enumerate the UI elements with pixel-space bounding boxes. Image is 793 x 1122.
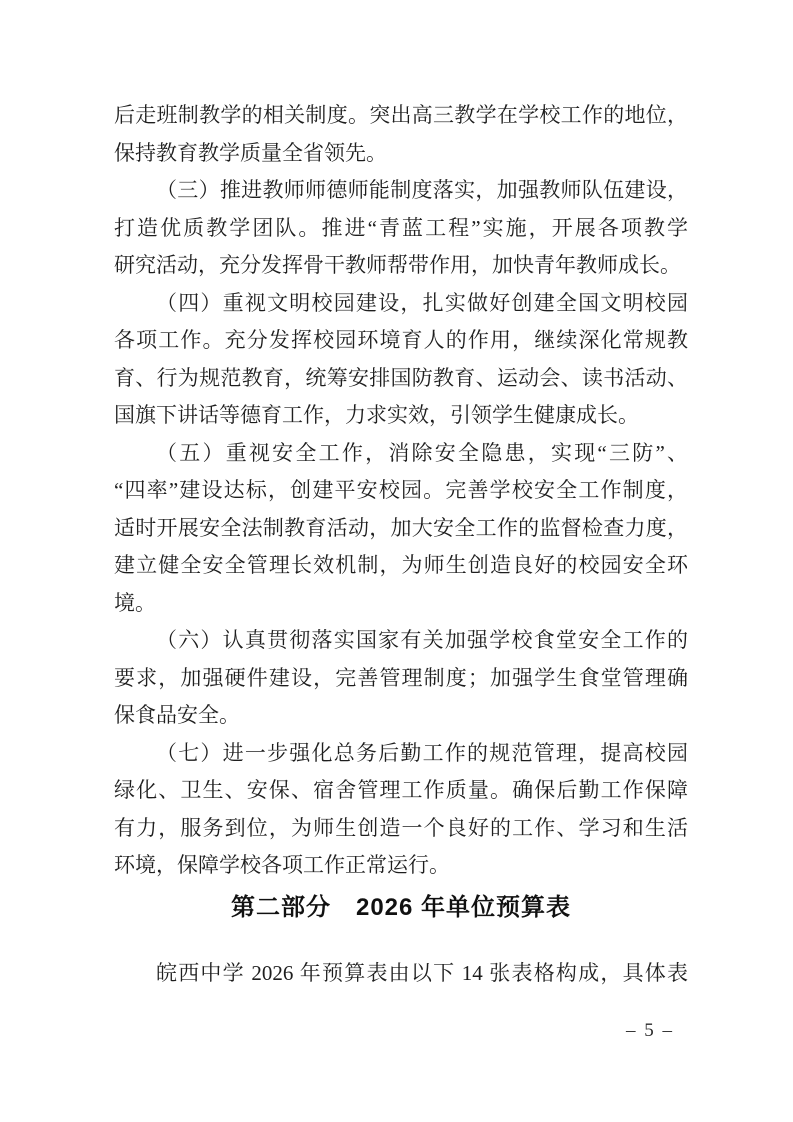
- body-text-line: 各项工作。充分发挥校园环境育人的作用，继续深化常规教: [114, 328, 688, 352]
- body-text-line: 适时开展安全法制教育活动，加大安全工作的监督检查力度，: [114, 515, 688, 540]
- page-number: – 5 –: [626, 1020, 674, 1041]
- body-text-line: 要求，加强硬件建设，完善管理制度；加强学生食堂管理确: [114, 665, 688, 690]
- body-text-line: 保食品安全。: [114, 703, 240, 727]
- body-text-line: 保持教育教学质量全省领先。: [114, 140, 387, 165]
- body-paragraph-lines: [114, 97, 688, 885]
- body-text-line: 研究活动，充分发挥骨干教师帮带作用，加快青年教师成长。: [114, 253, 681, 277]
- body-text-line: 打造优质教学团队。推进“青蓝工程”实施，开展各项教学: [114, 215, 688, 240]
- body-text-line: （三）推进教师师德师能制度落实，加强教师队伍建设，: [156, 178, 688, 202]
- document-body: [114, 97, 688, 992]
- body-text-line: （六）认真贯彻落实国家有关加强学校食堂安全工作的: [156, 628, 688, 652]
- body-text-line: 后走班制教学的相关制度。突出高三教学在学校工作的地位，: [114, 103, 688, 127]
- body-text-line: 有力，服务到位，为师生创造一个良好的工作、学习和生活: [114, 815, 688, 840]
- body-text-line: 育、行为规范教育，统筹安排国防教育、运动会、读书活动、: [114, 365, 688, 390]
- body-text-line: 国旗下讲话等德育工作，力求实效，引领学生健康成长。: [114, 403, 639, 427]
- body-text-line: （四）重视文明校园建设，扎实做好创建全国文明校园: [156, 290, 688, 315]
- body-text-line: “四率”建设达标，创建平安校园。完善学校安全工作制度，: [114, 478, 688, 502]
- body-text-line: 境。: [114, 590, 156, 615]
- body-text-line: （七）进一步强化总务后勤工作的规范管理，提高校园: [156, 740, 688, 765]
- body-text-line: 环境，保障学校各项工作正常运行。: [114, 853, 450, 877]
- body-text-line: 绿化、卫生、安保、宿舍管理工作质量。确保后勤工作保障: [114, 778, 688, 802]
- body-text-line: （五）重视安全工作，消除安全隐患，实现“三防”、: [156, 440, 688, 465]
- intro-paragraph-line: 皖西中学 2026 年预算表由以下 14 张表格构成，具体表: [156, 960, 688, 985]
- body-text-line: 建立健全安全管理长效机制，为师生创造良好的校园安全环: [114, 553, 688, 577]
- section-heading: 第二部分 2026 年单位预算表: [230, 893, 572, 921]
